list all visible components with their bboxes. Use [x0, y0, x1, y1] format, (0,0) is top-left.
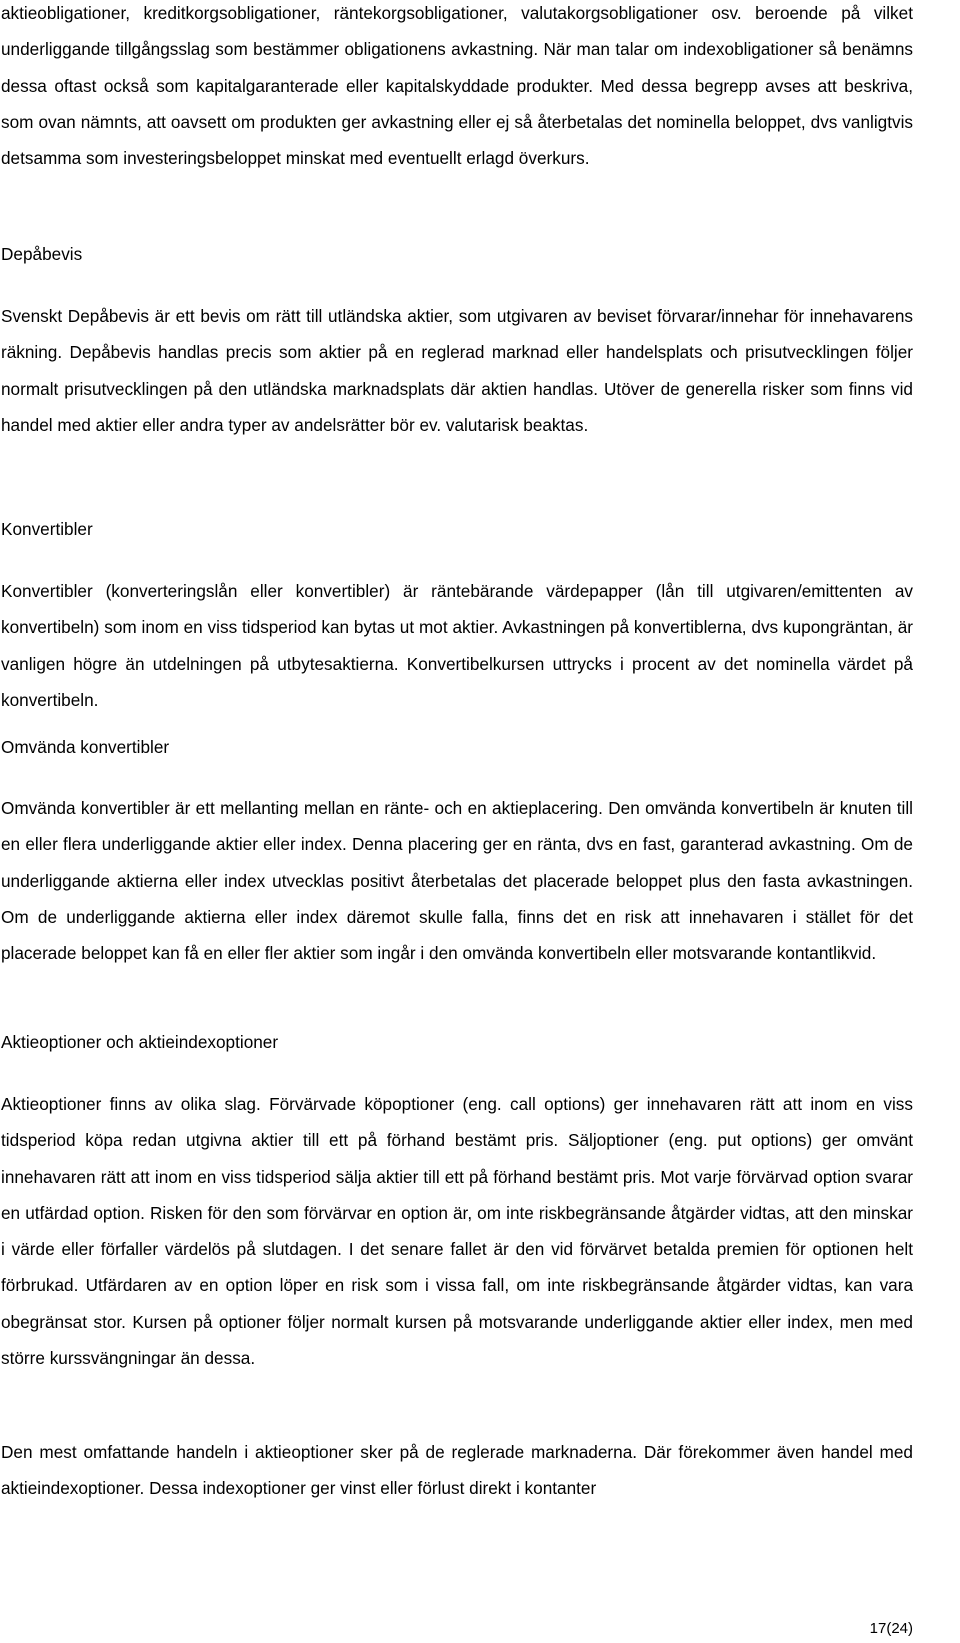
intro-paragraph: aktieobligationer, kreditkorgsobligationer, räntekorgsobligationer, valutakorgsobligationer osv. beroende på vilket underliggande tillgångsslag som bestämmer obligationens avkastning. När man talar om indexobligationer så benämns dessa oftast också som kapitalgaranterade eller kapitalskyddade produkter. Med dessa begrepp avses att beskriva, som ovan nämnts, att oavsett om produkten ger avkastning eller ej så återbetalas det nominella beloppet, dvs vanligtvis detsamma som investeringsbeloppet minskat med eventuellt erlagd överkurs.	[1, 3, 913, 169]
section-heading-konvertibler: Konvertibler	[1, 519, 93, 539]
section-paragraph-aktieoptioner: Aktieoptioner finns av olika slag. Förvärvade köpoptioner (eng. call options) ger innehavaren rätt att inom en viss tidsperiod köpa redan utgivna aktier till ett på förhand bestämt pris. Säljoptioner (eng. put options) ger omvänt innehavaren rätt att inom en viss tidsperiod sälja aktier till ett på förhand bestämt pris. Mot varje förvärvad option svarar en utfärdad option. Risken för den som förvärvar en option är, om inte riskbegränsande åtgärder vidtas, att den minskar i värde eller förfaller värdelös på slutdagen. I det senare fallet är den vid förvärvet betalda premien för optionen helt förbrukad. Utfärdaren av en option löper en risk som i vissa fall, om inte riskbegränsande åtgärder vidtas, kan vara obegränsat stor. Kursen på optioner följer normalt kursen på motsvarande underliggande aktier eller index, men med större kurssvängningar än dessa.	[1, 1094, 913, 1369]
section-heading-omvanda-konvertibler: Omvända konvertibler	[1, 737, 170, 757]
section-heading-aktieoptioner: Aktieoptioner och aktieindexoptioner	[1, 1032, 279, 1052]
closing-paragraph: Den mest omfattande handeln i aktieoptioner sker på de reglerade marknaderna. Där förekommer även handel med aktieindexoptioner. Dessa indexoptioner ger vinst eller förlust direkt i kontanter	[1, 1442, 913, 1499]
section-paragraph-omvanda-konvertibler: Omvända konvertibler är ett mellanting mellan en ränte- och en aktieplacering. Den omvända konvertibeln är knuten till en eller flera underliggande aktier eller index. Denna placering ger en ränta, dvs en fast, garanterad avkastning. Om de underliggande aktierna eller index utvecklas positivt återbetalas det placerade beloppet plus den fasta avkastningen. Om de underliggande aktierna eller index däremot skulle falla, finns det en risk att innehavaren i stället för det placerade beloppet kan få en eller fler aktier som ingår i den omvända konvertibeln eller motsvarande kontantlikvid.	[1, 798, 913, 964]
section-paragraph-depabevis: Svenskt Depåbevis är ett bevis om rätt till utländska aktier, som utgivaren av beviset förvarar/innehar för innehavarens räkning. Depåbevis handlas precis som aktier på en reglerad marknad eller handelsplats och prisutvecklingen följer normalt prisutvecklingen på den utländska marknadsplats där aktien handlas. Utöver de generella risker som finns vid handel med aktier eller andra typer av andelsrätter bör ev. valutarisk beaktas.	[1, 306, 913, 435]
section-heading-depabevis: Depåbevis	[1, 244, 83, 264]
section-paragraph-konvertibler: Konvertibler (konverteringslån eller konvertibler) är räntebärande värdepapper (lån till utgivaren/emittenten av konvertibeln) som inom en viss tidsperiod kan bytas ut mot aktier. Avkastningen på konvertiblerna, dvs kupongräntan, är vanligen högre än utdelningen på utbytesaktierna. Konvertibelkursen uttrycks i procent av det nominella värdet på konvertibeln.	[1, 581, 913, 710]
page-number: 17(24)	[869, 1620, 913, 1637]
